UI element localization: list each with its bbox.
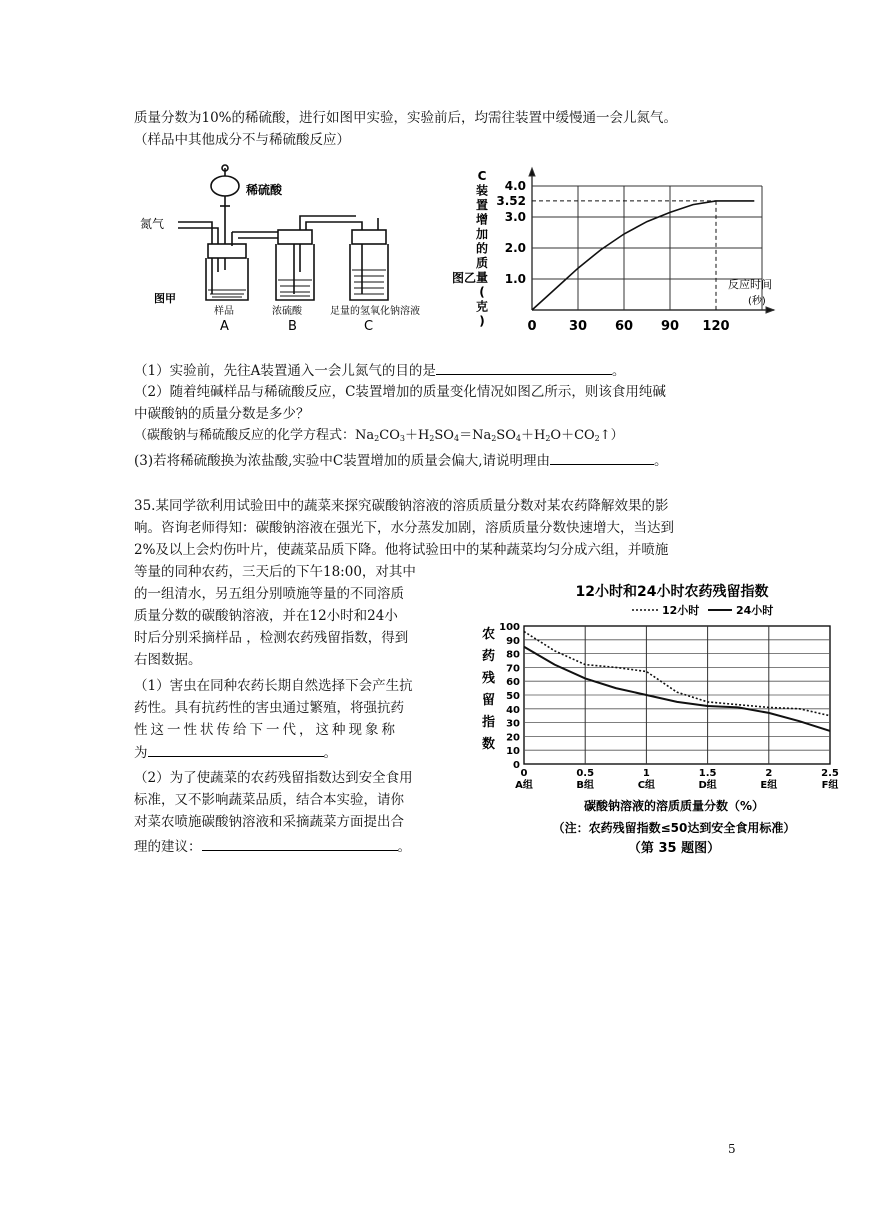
legend-24h-label: 24小时	[736, 604, 774, 617]
p35-q1-prefix: 为	[134, 745, 148, 761]
chart-yi-ylabel-char: 置	[475, 198, 489, 212]
p35-col-7: 药性。具有抗药性的害虫通过繁殖，将强抗药	[134, 700, 404, 716]
p35-col-1: 等量的同种农药，三天后的下午18:00，对其中	[134, 564, 416, 580]
chart-yi-xtick: 120	[702, 319, 730, 334]
chart-yi-y-arrow	[529, 168, 535, 176]
chart-yi-x-arrow	[766, 307, 774, 313]
p35-q2-line-1: （2）为了使蔬菜的农药残留指数达到安全食用	[134, 770, 413, 786]
chart35-xtick-value: 2	[765, 768, 773, 779]
chart35-xtick-group: B组	[576, 780, 595, 791]
chart-yi-ylabel-char: 的	[475, 241, 489, 256]
chart-yi-ylabel-char: 克	[475, 299, 489, 314]
chart35-ylabel-char: 数	[482, 737, 496, 752]
p35-q1-answer-blank[interactable]	[148, 742, 324, 757]
p35-line-1: 35.某同学欲利用试验田中的蔬菜来探究碳酸钠溶液的溶质质量分数对某农药降解效果的影	[134, 498, 669, 514]
stopper-b	[278, 230, 312, 244]
stopper-c	[352, 230, 386, 244]
chart-yi-ytick: 4.0	[504, 179, 526, 193]
chart35-title: 12小时和24小时农药残留指数	[575, 584, 769, 600]
bottle-c-letter: C	[364, 319, 374, 334]
chart35-xtick-value: 1.5	[698, 768, 717, 779]
chart-yi-ylabel-char: 量	[475, 270, 489, 285]
bottle-c	[350, 244, 388, 300]
chemical-equation: $Na_2CO_3+H_2SO_4=Na_2SO_4+H_2O+CO_2$	[355, 428, 600, 443]
bottle-a-content: 样品	[214, 306, 234, 317]
p35-q2-line-3: 对菜农喷施碳酸钠溶液和采摘蔬菜方面提出合	[134, 814, 404, 830]
gas-label: 氮气	[140, 217, 165, 231]
chart35-ytick: 60	[506, 677, 520, 689]
chart-yi-ylabel-char: C	[477, 169, 487, 183]
chart35-xtick-group: F组	[821, 780, 839, 791]
chart-yi	[452, 162, 782, 340]
chart-yi-ylabel-char: 加	[475, 227, 489, 241]
p35-col-5: 右图数据。	[134, 652, 202, 668]
chart-yi-xtick: 90	[660, 319, 680, 334]
legend-12h-label: 12小时	[662, 604, 700, 617]
chart35-series-12h	[524, 632, 830, 716]
q2-eq-suffix: ↑）	[599, 428, 624, 443]
chart-yi-ylabel-char: 质	[475, 256, 489, 270]
bottle-b-letter: B	[288, 319, 297, 334]
q3-text: (3)若将稀硫酸换为浓盐酸,实验中C装置增加的质量会偏大,请说明理由	[134, 453, 551, 469]
q2-equation	[134, 426, 624, 449]
chart-yi-ytick: 3.52	[496, 193, 526, 208]
chart35-ytick: 50	[506, 691, 520, 702]
p35-q2-answer-blank[interactable]	[202, 836, 398, 851]
q1-line	[134, 360, 625, 381]
chart-yi-xunit: (秒)	[748, 296, 766, 307]
q2-eq-prefix: （碳酸钠与稀硫酸反应的化学方程式：	[134, 428, 356, 443]
p35-q1-end: 。	[323, 745, 337, 761]
apparatus-diagram	[140, 162, 455, 340]
fig-jia-label: 图甲	[154, 292, 176, 305]
chart35-ytick: 10	[506, 746, 520, 758]
chart-yi-xtick: 60	[614, 319, 634, 334]
chart35-ytick: 40	[506, 704, 520, 716]
p35-col-8: 性这一性状传给下一代，这种现象称	[134, 722, 398, 738]
chart35-ylabel-char: 残	[482, 671, 496, 686]
chart35-legend	[632, 603, 773, 617]
intro-line-2: （样品中其他成分不与稀硫酸反应）	[134, 132, 350, 148]
chart35-ytick: 80	[506, 649, 520, 661]
p35-line-2: 响。咨询老师得知：碳酸钠溶液在强光下，水分蒸发加剧，溶质质量分数快速增大，当达到	[134, 520, 674, 536]
p35-q2-answer-line	[134, 836, 411, 857]
chart35-ylabel-char: 农	[482, 627, 496, 642]
page-number: 5	[728, 1142, 736, 1156]
chart35-ytick: 30	[506, 718, 520, 730]
bottle-b-content: 浓硫酸	[272, 306, 302, 317]
chart35-fig-caption: （第 35 题图）	[627, 841, 721, 856]
chart35-ytick: 0	[513, 760, 520, 771]
chart-yi-fig-label: 图乙	[452, 271, 477, 285]
chart-35	[468, 574, 860, 864]
chart35-xtick-value: 0.5	[576, 768, 595, 779]
chart35-ylabel-char: 留	[482, 693, 496, 708]
chart35-xtick-group: D组	[698, 780, 717, 791]
p35-line-3: 2%及以上会灼伤叶片，使蔬菜品质下降。他将试验田中的某种蔬菜均匀分成六组，并喷施	[134, 542, 669, 558]
chart35-ylabel-char: 指	[482, 715, 496, 730]
stopper-a	[208, 244, 246, 258]
chart35-xtick-value: 1	[642, 768, 650, 779]
q1-end: 。	[611, 363, 626, 379]
chart35-series-24h	[524, 647, 830, 731]
chart-yi-xlabel: 反应时间	[728, 278, 772, 291]
chart35-ytick: 20	[506, 732, 520, 744]
bottle-c-content: 足量的氢氧化钠溶液	[330, 306, 420, 317]
chart35-ylabel-char: 药	[482, 649, 496, 664]
chart35-xtick-group: E组	[760, 780, 778, 791]
intro-line-1: 质量分数为10%的稀硫酸，进行如图甲实验，实验前后，均需往装置中缓慢通一会儿氮气。	[134, 110, 678, 126]
p35-col-4: 时后分别采摘样品 ，检测农药残留指数，得到	[134, 630, 409, 646]
q1-answer-blank[interactable]	[436, 360, 612, 375]
chart35-xlabel: 碳酸钠溶液的溶质质量分数（%）	[583, 799, 765, 813]
p35-q2-prefix: 理的建议：	[134, 839, 202, 855]
chart-yi-ylabel-char: 增	[475, 212, 489, 227]
p35-col-6: （1）害虫在同种农药长期自然选择下会产生抗	[134, 678, 413, 694]
chart35-xtick-value: 2.5	[821, 768, 839, 779]
q3-answer-blank[interactable]	[550, 450, 654, 465]
chart35-xtick-group: C组	[637, 780, 656, 791]
chart-yi-xtick: 30	[568, 319, 588, 334]
chart35-ytick: 70	[506, 663, 520, 675]
q1-text: （1）实验前，先往A装置通入一会儿氮气的目的是	[134, 363, 436, 379]
p35-q2-line-2: 标准，又不影响蔬菜品质，结合本实验，请你	[134, 792, 404, 808]
funnel	[211, 176, 239, 196]
bottle-a-letter: A	[220, 319, 229, 334]
funnel-label: 稀硫酸	[246, 183, 283, 197]
chart35-xtick-group: A组	[515, 780, 533, 791]
chart-yi-ylabel-char: 装	[475, 183, 489, 198]
p35-col-3: 质量分数的碳酸钠溶液，并在12小时和24小	[134, 608, 398, 624]
chart35-ytick: 90	[506, 635, 520, 647]
q2-line-1: （2）随着纯碱样品与稀硫酸反应，C装置增加的质量变化情况如图乙所示，则该食用纯碱	[134, 384, 666, 400]
chart-yi-xtick: 0	[527, 319, 537, 334]
q3-end: 。	[654, 453, 668, 469]
p35-q2-end: 。	[397, 839, 411, 855]
p35-col-2: 的一组清水，另五组分别喷施等量的不同溶质	[134, 586, 404, 602]
chart35-note: （注：农药残留指数≤50达到安全食用标准）	[552, 821, 796, 835]
chart-yi-ylabel-char: (	[479, 285, 485, 299]
chart-yi-ylabel-char: )	[479, 314, 485, 328]
q2-line-2: 中碳酸钠的质量分数是多少？	[134, 406, 310, 422]
chart35-ytick: 100	[499, 622, 520, 633]
p35-q1-answer-line	[134, 742, 337, 763]
chart35-xtick-value: 0	[520, 768, 528, 779]
chart-yi-ytick: 2.0	[504, 241, 526, 255]
chart-yi-ytick: 1.0	[504, 272, 526, 286]
chart-yi-ytick: 3.0	[504, 210, 526, 224]
q3-line	[134, 450, 668, 471]
